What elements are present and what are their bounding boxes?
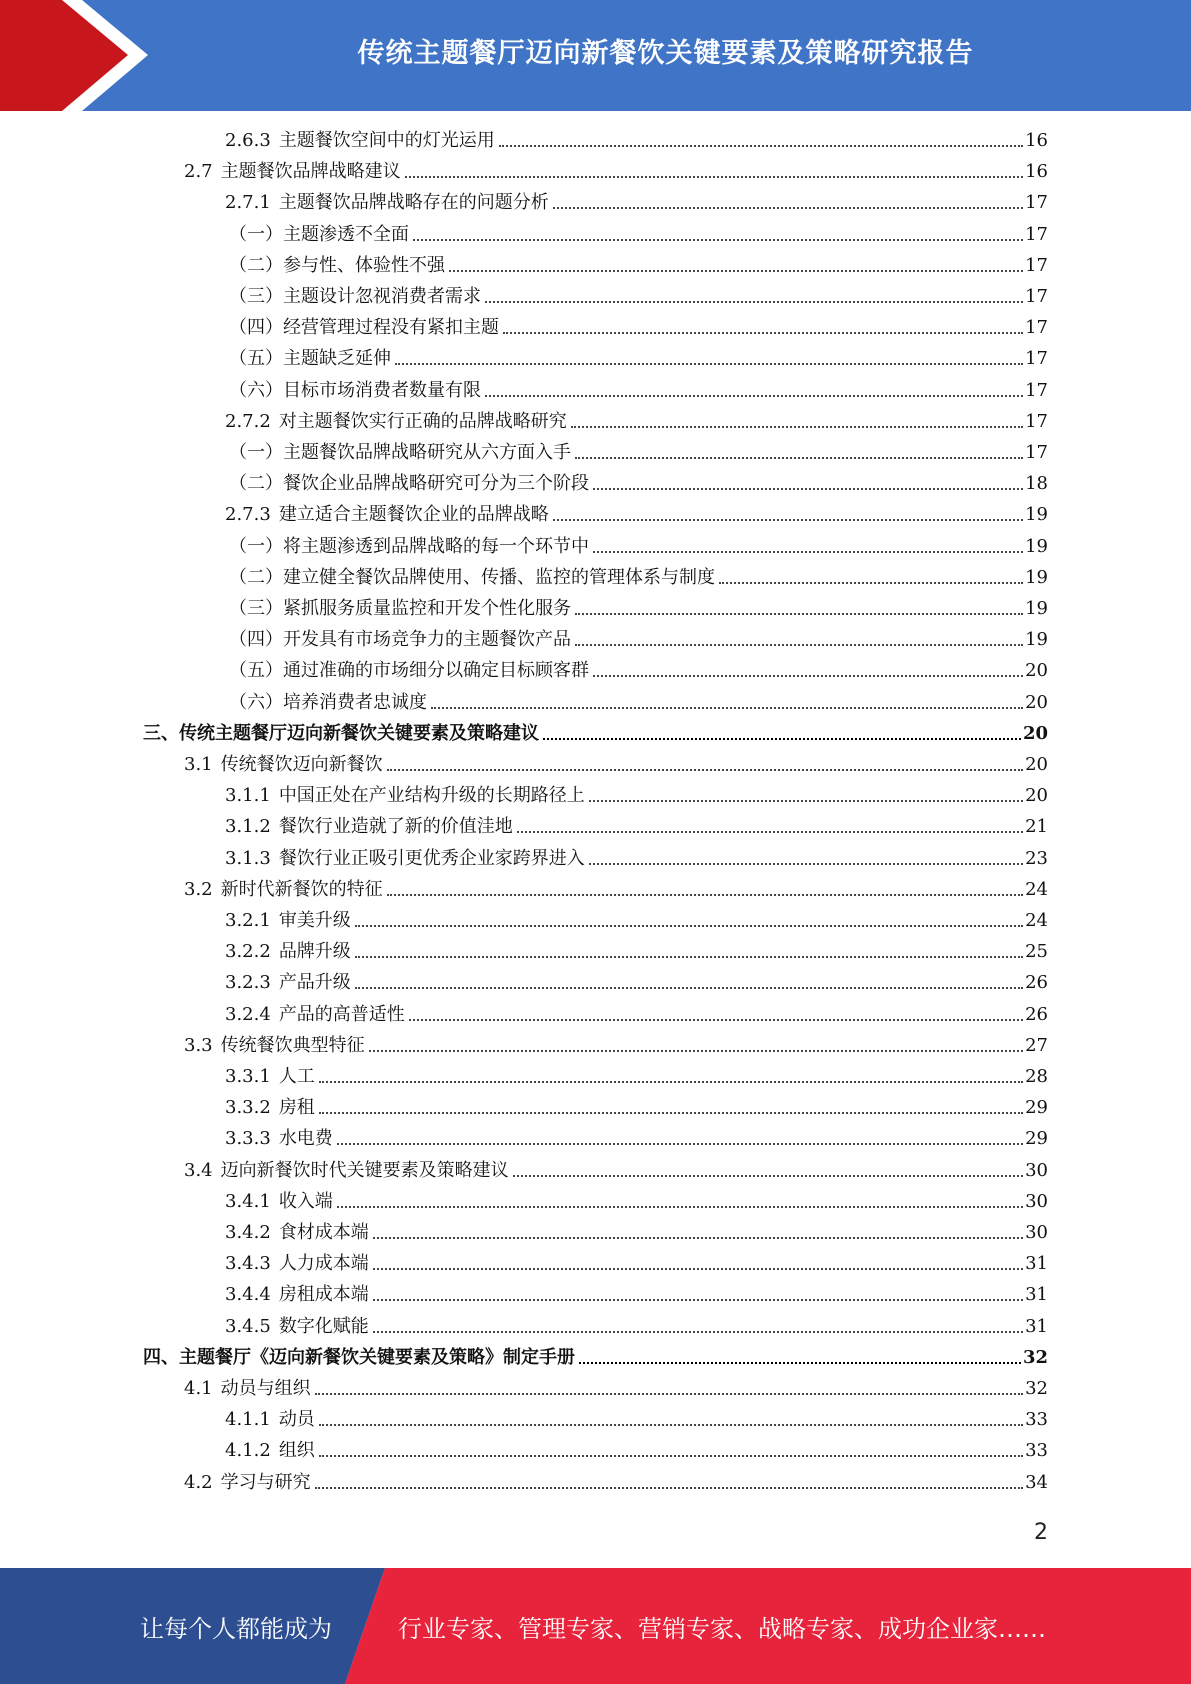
toc-entry[interactable] (225, 1093, 1048, 1119)
toc-entry-page: 30 (1025, 1222, 1048, 1243)
toc-entry-title: 产品的高普适性 (278, 1003, 405, 1025)
toc-entry-number: 3.4.1 (225, 1190, 271, 1212)
toc-entry-page: 32 (1022, 1346, 1048, 1368)
toc-leader-dots (579, 1362, 1021, 1364)
toc-entry-page: 17 (1025, 317, 1048, 339)
toc-entry-page: 19 (1025, 598, 1048, 619)
toc-entry[interactable] (184, 1468, 1048, 1494)
toc-entry-title: 水电费 (278, 1128, 333, 1150)
toc-entry-page: 34 (1025, 1471, 1048, 1493)
toc-entry-title: 房租 (278, 1097, 315, 1119)
toc-entry-title: 主题餐饮品牌战略建议 (220, 161, 401, 183)
toc-entry-page: 31 (1025, 1315, 1048, 1337)
toc-entry[interactable] (229, 220, 1048, 246)
toc-entry[interactable] (229, 344, 1048, 370)
toc-entry[interactable] (229, 376, 1048, 402)
toc-leader-dots (337, 1206, 1023, 1208)
toc-entry[interactable] (184, 750, 1048, 776)
toc-entry[interactable] (225, 1062, 1048, 1088)
toc-entry-page: 31 (1025, 1284, 1048, 1306)
toc-entry-title: （一）将主题渗透到品牌战略的每一个环节中 (229, 535, 589, 557)
toc-leader-dots (409, 1019, 1023, 1021)
toc-entry[interactable] (229, 313, 1048, 339)
toc-leader-dots (319, 1112, 1023, 1114)
toc-entry-number: 3.1.3 (225, 847, 271, 869)
toc-entry-page: 19 (1025, 566, 1048, 588)
toc-leader-dots (315, 1487, 1023, 1489)
toc-entry-title: （二）参与性、体验性不强 (229, 254, 445, 276)
toc-entry-title: 动员与组织 (220, 1378, 311, 1399)
toc-leader-dots (355, 925, 1023, 927)
toc-leader-dots (387, 769, 1023, 771)
toc-entry[interactable] (229, 251, 1048, 277)
toc-entry-title: 组织 (278, 1440, 315, 1462)
toc-entry[interactable] (225, 1187, 1048, 1213)
toc-entry[interactable] (225, 1249, 1048, 1275)
toc-entry[interactable] (225, 1218, 1048, 1244)
toc-entry-title: （二）餐饮企业品牌战略研究可分为三个阶段 (229, 473, 589, 495)
toc-leader-dots (369, 1050, 1023, 1052)
toc-leader-dots (553, 207, 1023, 209)
toc-entry-title: （一）主题渗透不全面 (229, 223, 409, 245)
toc-entry-number: 3.4.4 (225, 1284, 271, 1306)
toc-entry-title: 动员 (278, 1409, 315, 1431)
toc-entry-title: 人力成本端 (278, 1253, 369, 1275)
toc-entry-number: 3.3.3 (225, 1128, 271, 1150)
toc-entry-page: 26 (1025, 1003, 1048, 1025)
toc-leader-dots (373, 1331, 1023, 1333)
toc-entry-number: 3.4.2 (225, 1222, 271, 1243)
toc-entry-title: （六）培养消费者忠诚度 (229, 691, 427, 713)
toc-entry-page: 26 (1025, 972, 1048, 994)
toc-leader-dots (513, 1175, 1023, 1177)
toc-entry-number: 3.3.1 (225, 1066, 271, 1087)
toc-entry[interactable] (225, 781, 1048, 807)
toc-entry-page: 32 (1025, 1378, 1048, 1399)
toc-entry-page: 19 (1025, 535, 1048, 557)
toc-entry-page: 17 (1025, 442, 1048, 463)
toc-leader-dots (517, 831, 1023, 833)
toc-entry-number: 3.1 (184, 754, 213, 775)
toc-entry-page: 17 (1025, 286, 1048, 307)
toc-leader-dots (337, 1143, 1023, 1145)
toc-entry-number: 2.7.3 (225, 504, 271, 526)
toc-entry-number: 3.2.2 (225, 941, 271, 963)
page-header (0, 0, 1191, 111)
toc-leader-dots (373, 1268, 1023, 1270)
toc-entry-number: 2.7 (184, 161, 213, 183)
toc-entry-title: 学习与研究 (220, 1471, 311, 1493)
toc-entry-page: 20 (1025, 660, 1048, 682)
toc-entry-page: 29 (1025, 1097, 1048, 1119)
toc-entry-page: 33 (1025, 1440, 1048, 1462)
toc-entry[interactable] (229, 282, 1048, 308)
document-title: 传统主题餐厅迈向新餐饮关键要素及策略研究报告 (357, 37, 974, 69)
footer-roles: 行业专家、管理专家、营销专家、战略专家、成功企业家…… (398, 1614, 1046, 1643)
toc-entry-number: 三、 (143, 722, 179, 744)
toc-entry-number: 2.7.2 (225, 410, 271, 432)
toc-entry-title: （三）紧抓服务质量监控和开发个性化服务 (229, 598, 571, 619)
toc-leader-dots (543, 738, 1021, 740)
toc-entry-page: 19 (1025, 504, 1048, 526)
toc-entry[interactable] (225, 1280, 1048, 1306)
toc-leader-dots (589, 863, 1023, 865)
toc-entry[interactable] (229, 625, 1048, 651)
toc-entry-title: 餐饮行业正吸引更优秀企业家跨界进入 (278, 847, 585, 869)
toc-entry-number: 3.2.4 (225, 1003, 271, 1025)
toc-entry-number: 4.1.2 (225, 1440, 271, 1462)
toc-leader-dots (405, 176, 1023, 178)
toc-entry-number: 3.2.1 (225, 910, 271, 931)
toc-leader-dots (449, 270, 1023, 272)
toc-entry-title: 数字化赋能 (278, 1315, 369, 1337)
toc-entry[interactable] (229, 688, 1048, 714)
toc-entry-number: 3.1.2 (225, 816, 271, 838)
toc-entry-page: 21 (1025, 816, 1048, 838)
toc-entry-page: 17 (1025, 254, 1048, 276)
toc-leader-dots (589, 800, 1023, 802)
toc-entry-page: 17 (1025, 410, 1048, 432)
toc-entry-title: （二）建立健全餐饮品牌使用、传播、监控的管理体系与制度 (229, 566, 715, 588)
toc-entry-page: 20 (1025, 785, 1048, 807)
toc-leader-dots (319, 1424, 1023, 1426)
toc-entry[interactable] (143, 719, 1048, 745)
toc-leader-dots (503, 332, 1023, 334)
toc-entry-number: 2.6.3 (225, 130, 271, 151)
toc-entry-number: 四、 (143, 1346, 179, 1368)
toc-entry-page: 17 (1025, 379, 1048, 401)
toc-entry-title: 人工 (278, 1066, 315, 1087)
toc-entry-number: 3.2 (184, 878, 213, 900)
toc-leader-dots (485, 395, 1023, 397)
toc-entry-page: 30 (1025, 1190, 1048, 1212)
toc-entry-number: 3.3 (184, 1034, 213, 1056)
toc-entry-page: 27 (1025, 1034, 1048, 1056)
toc-leader-dots (593, 551, 1023, 553)
toc-leader-dots (719, 582, 1023, 584)
toc-entry-number: 3.3.2 (225, 1097, 271, 1119)
toc-entry-number: 3.2.3 (225, 972, 271, 994)
toc-entry[interactable] (225, 407, 1048, 433)
toc-entry[interactable] (184, 1374, 1048, 1400)
toc-entry[interactable] (225, 1312, 1048, 1338)
toc-entry-number: 3.1.1 (225, 785, 271, 807)
toc-entry[interactable] (184, 875, 1048, 901)
toc-entry-title: 产品升级 (278, 972, 351, 994)
toc-entry-title: 主题餐饮品牌战略存在的问题分析 (278, 192, 549, 214)
page-footer (0, 1568, 1191, 1684)
toc-entry-number: 4.1 (184, 1378, 213, 1399)
toc-entry[interactable] (229, 532, 1048, 558)
toc-entry-title: 对主题餐饮实行正确的品牌战略研究 (278, 410, 567, 432)
toc-entry[interactable] (225, 937, 1048, 963)
toc-leader-dots (571, 426, 1023, 428)
toc-entry[interactable] (184, 1156, 1048, 1182)
toc-leader-dots (593, 488, 1023, 490)
toc-entry-title: 迈向新餐饮时代关键要素及策略建议 (220, 1159, 509, 1181)
toc-entry-page: 17 (1025, 192, 1048, 214)
toc-leader-dots (413, 239, 1023, 241)
toc-entry-title: 品牌升级 (278, 941, 351, 963)
toc-entry-title: 传统餐饮迈向新餐饮 (220, 754, 383, 775)
toc-entry-number: 4.1.1 (225, 1409, 271, 1431)
toc-entry-title: 食材成本端 (278, 1222, 369, 1243)
toc-entry-page: 28 (1025, 1066, 1048, 1087)
toc-entry-number: 3.4 (184, 1159, 213, 1181)
toc-entry[interactable] (229, 563, 1048, 589)
toc-entry-page: 20 (1022, 722, 1048, 744)
toc-entry-title: 房租成本端 (278, 1284, 369, 1306)
toc-entry[interactable] (225, 1405, 1048, 1431)
toc-leader-dots (553, 519, 1023, 521)
toc-entry-page: 23 (1025, 847, 1048, 869)
toc-entry-page: 17 (1025, 348, 1048, 370)
toc-leader-dots (315, 1393, 1023, 1395)
toc-leader-dots (395, 363, 1023, 365)
toc-entry-page: 29 (1025, 1128, 1048, 1150)
toc-entry-title: 主题餐饮空间中的灯光运用 (278, 130, 495, 151)
toc-entry-number: 3.4.5 (225, 1315, 271, 1337)
toc-entry[interactable] (225, 1436, 1048, 1462)
toc-entry-page: 18 (1025, 473, 1048, 495)
toc-entry-title: 收入端 (278, 1190, 333, 1212)
toc-entry-page: 24 (1025, 910, 1048, 931)
toc-leader-dots (575, 644, 1023, 646)
toc-entry[interactable] (225, 1000, 1048, 1026)
toc-entry[interactable] (225, 844, 1048, 870)
toc-entry-title: （五）主题缺乏延伸 (229, 348, 391, 370)
toc-entry[interactable] (229, 656, 1048, 682)
toc-entry-title: （四）经营管理过程没有紧扣主题 (229, 317, 499, 339)
toc-entry-title: （一）主题餐饮品牌战略研究从六方面入手 (229, 442, 571, 463)
toc-entry-title: 新时代新餐饮的特征 (220, 878, 383, 900)
toc-entry[interactable] (225, 188, 1048, 214)
toc-entry[interactable] (225, 812, 1048, 838)
toc-entry-page: 24 (1025, 878, 1048, 900)
toc-entry-title: 餐饮行业造就了新的价值洼地 (278, 816, 513, 838)
toc-leader-dots (575, 457, 1023, 459)
toc-entry[interactable] (229, 594, 1048, 620)
toc-entry-title: （五）通过准确的市场细分以确定目标顾客群 (229, 660, 589, 682)
toc-entry-page: 16 (1025, 161, 1048, 183)
toc-entry[interactable] (184, 1031, 1048, 1057)
toc-entry-page: 31 (1025, 1253, 1048, 1275)
toc-entry-page: 25 (1025, 941, 1048, 963)
toc-leader-dots (431, 707, 1023, 709)
toc-entry-number: 2.7.1 (225, 192, 271, 214)
toc-leader-dots (387, 894, 1023, 896)
toc-leader-dots (575, 613, 1023, 615)
toc-leader-dots (373, 1237, 1023, 1239)
toc-entry[interactable] (225, 126, 1048, 152)
toc-entry-page: 33 (1025, 1409, 1048, 1431)
toc-entry-page: 16 (1025, 130, 1048, 151)
toc-entry-page: 19 (1025, 629, 1048, 651)
toc-entry[interactable] (184, 157, 1048, 183)
toc-leader-dots (485, 301, 1023, 303)
footer-slogan: 让每个人都能成为 (140, 1614, 332, 1643)
page-number: 2 (1034, 1520, 1048, 1545)
toc-entry-page: 20 (1025, 691, 1048, 713)
toc-entry-title: 中国正处在产业结构升级的长期路径上 (278, 785, 585, 807)
toc-leader-dots (499, 145, 1023, 147)
toc-entry[interactable] (225, 1124, 1048, 1150)
toc-entry-title: 主题餐厅《迈向新餐饮关键要素及策略》制定手册 (179, 1346, 575, 1368)
toc-entry-number: 3.4.3 (225, 1253, 271, 1275)
toc-entry-title: 传统主题餐厅迈向新餐饮关键要素及策略建议 (179, 722, 539, 744)
toc-entry-title: （六）目标市场消费者数量有限 (229, 379, 481, 401)
toc-leader-dots (319, 1081, 1023, 1083)
toc-entry-title: 传统餐饮典型特征 (220, 1034, 365, 1056)
toc-entry-page: 30 (1025, 1159, 1048, 1181)
toc-entry[interactable] (229, 438, 1048, 464)
toc-entry-title: 审美升级 (278, 910, 351, 931)
toc-entry-page: 20 (1025, 754, 1048, 775)
toc-entry[interactable] (229, 469, 1048, 495)
toc-leader-dots (593, 675, 1023, 677)
toc-entry-number: 4.2 (184, 1471, 213, 1493)
toc-entry[interactable] (225, 906, 1048, 932)
toc-entry-title: （三）主题设计忽视消费者需求 (229, 286, 481, 307)
toc-entry-title: （四）开发具有市场竞争力的主题餐饮产品 (229, 629, 571, 651)
toc-leader-dots (373, 1299, 1023, 1301)
toc-entry-title: 建立适合主题餐饮企业的品牌战略 (278, 504, 549, 526)
toc-leader-dots (355, 956, 1023, 958)
toc-leader-dots (319, 1455, 1023, 1457)
toc-entry-page: 17 (1025, 223, 1048, 245)
toc-entry[interactable] (143, 1343, 1048, 1369)
toc-leader-dots (355, 987, 1023, 989)
toc-entry[interactable] (225, 500, 1048, 526)
toc-entry[interactable] (225, 968, 1048, 994)
